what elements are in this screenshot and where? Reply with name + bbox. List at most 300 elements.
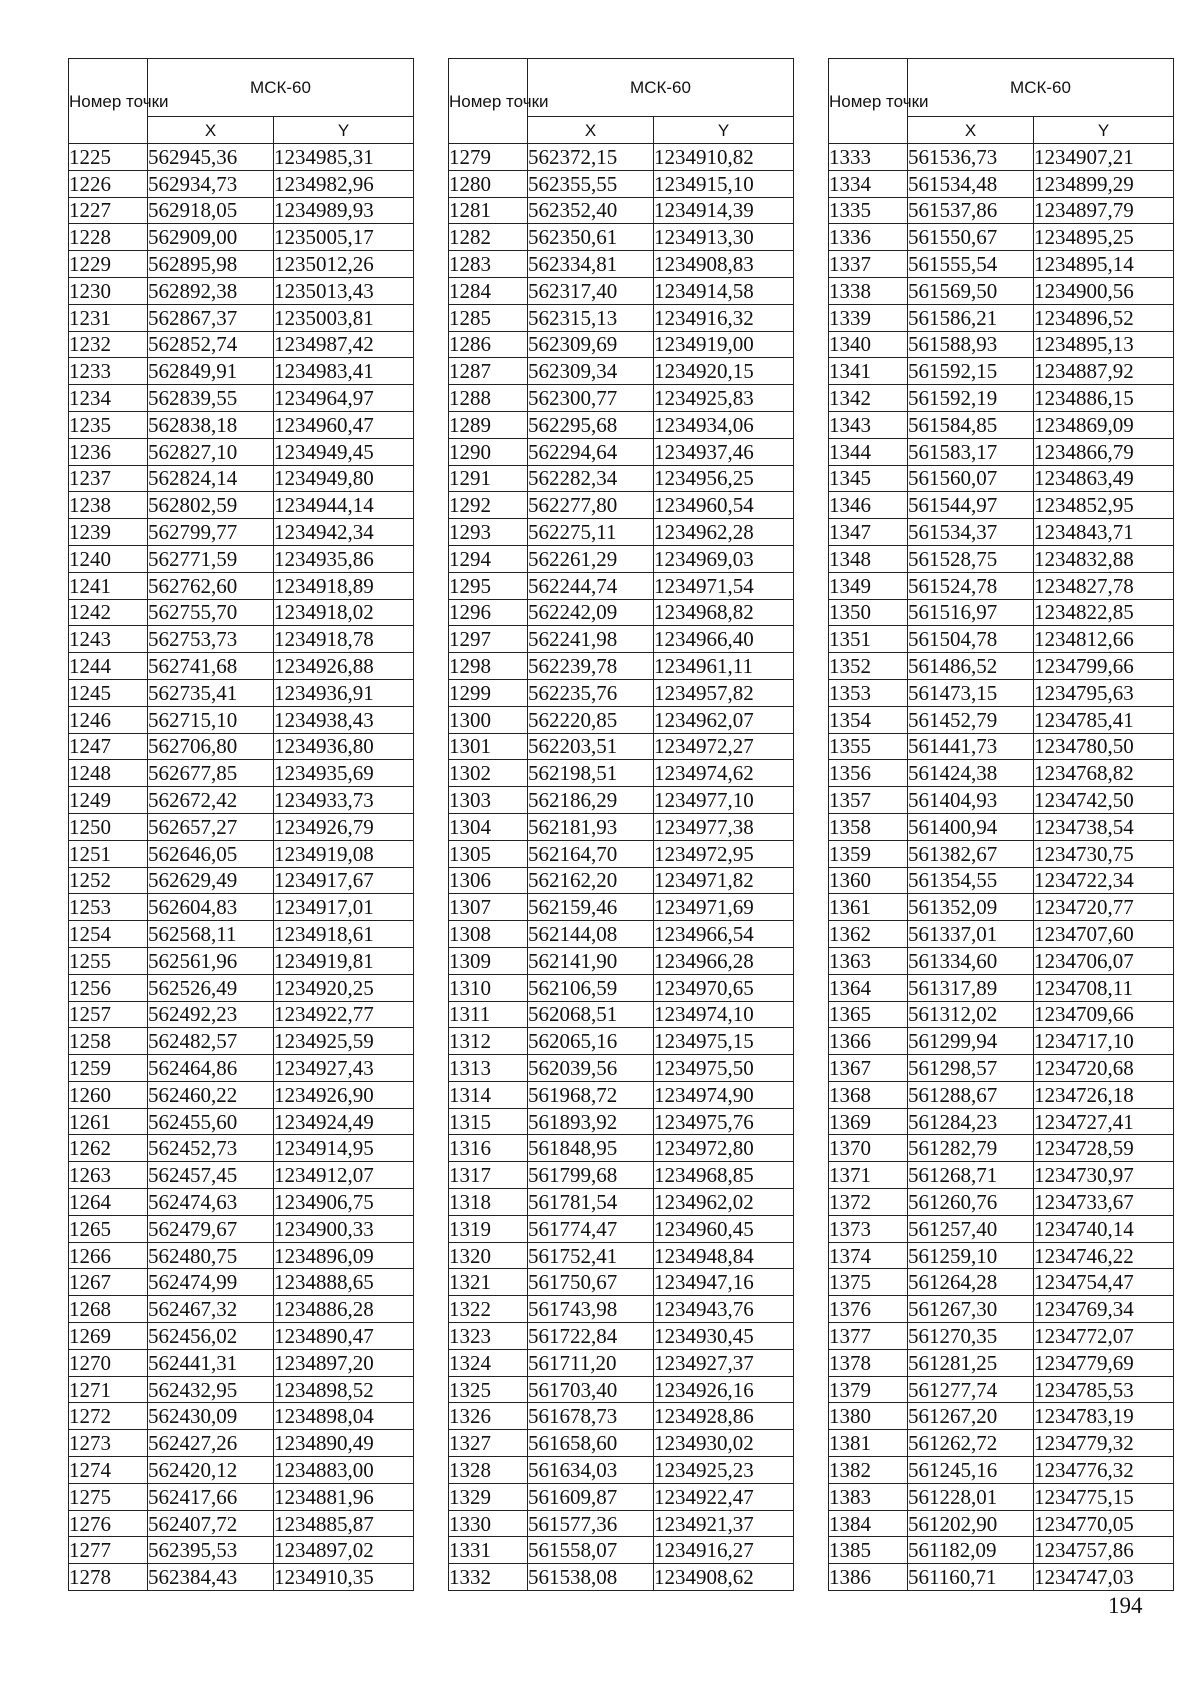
- point-number-cell: 1351: [829, 626, 908, 653]
- x-coordinate-cell: 562482,57: [148, 1028, 274, 1055]
- y-column-header: Y: [274, 117, 414, 144]
- point-number-cell: 1254: [69, 921, 148, 948]
- x-coordinate-cell: 562372,15: [528, 144, 654, 171]
- x-coordinate-cell: 561267,30: [908, 1296, 1034, 1323]
- y-coordinate-cell: 1234917,67: [274, 867, 414, 894]
- y-coordinate-cell: 1234975,15: [654, 1028, 794, 1055]
- point-number-cell: 1304: [449, 813, 528, 840]
- x-coordinate-cell: 561550,67: [908, 224, 1034, 251]
- x-coordinate-cell: 561182,09: [908, 1537, 1034, 1564]
- table-row: [829, 1108, 1174, 1135]
- x-coordinate-cell: 561703,40: [528, 1376, 654, 1403]
- y-column-header: Y: [1034, 117, 1174, 144]
- table-row: [829, 438, 1174, 465]
- x-coordinate-cell: 562317,40: [528, 277, 654, 304]
- table-row: [829, 144, 1174, 171]
- x-coordinate-cell: 562420,12: [148, 1457, 274, 1484]
- x-column-header: X: [528, 117, 654, 144]
- table-row: [829, 1537, 1174, 1564]
- x-coordinate-cell: 562198,51: [528, 760, 654, 787]
- table-row: [69, 197, 414, 224]
- table-row: [449, 813, 794, 840]
- table-row: [829, 304, 1174, 331]
- table-row: [449, 144, 794, 171]
- point-number-cell: 1320: [449, 1242, 528, 1269]
- point-number-cell: 1305: [449, 840, 528, 867]
- x-coordinate-cell: 561516,97: [908, 599, 1034, 626]
- point-number-cell: 1384: [829, 1510, 908, 1537]
- table-row: [829, 1349, 1174, 1376]
- y-coordinate-cell: 1234890,47: [274, 1323, 414, 1350]
- x-coordinate-cell: 562849,91: [148, 358, 274, 385]
- y-coordinate-cell: 1234883,00: [274, 1457, 414, 1484]
- y-coordinate-cell: 1234907,21: [1034, 144, 1174, 171]
- point-number-cell: 1268: [69, 1296, 148, 1323]
- table-row: [449, 224, 794, 251]
- y-coordinate-cell: 1234768,82: [1034, 760, 1174, 787]
- y-coordinate-cell: 1234919,08: [274, 840, 414, 867]
- y-coordinate-cell: 1234914,95: [274, 1135, 414, 1162]
- x-coordinate-cell: 561245,16: [908, 1457, 1034, 1484]
- point-number-cell: 1228: [69, 224, 148, 251]
- y-coordinate-cell: 1234709,66: [1034, 1001, 1174, 1028]
- y-coordinate-cell: 1234738,54: [1034, 813, 1174, 840]
- table-row: [829, 947, 1174, 974]
- point-number-cell: 1361: [829, 894, 908, 921]
- y-coordinate-cell: 1234937,46: [654, 438, 794, 465]
- table-row: [449, 1457, 794, 1484]
- y-coordinate-cell: 1234968,85: [654, 1162, 794, 1189]
- y-coordinate-cell: 1234962,02: [654, 1189, 794, 1216]
- table-row: [829, 1242, 1174, 1269]
- x-coordinate-cell: 562753,73: [148, 626, 274, 653]
- x-coordinate-cell: 561577,36: [528, 1510, 654, 1537]
- point-number-cell: 1370: [829, 1135, 908, 1162]
- point-number-cell: 1246: [69, 706, 148, 733]
- table-row: [449, 251, 794, 278]
- point-number-cell: 1260: [69, 1081, 148, 1108]
- x-coordinate-cell: 561277,74: [908, 1376, 1034, 1403]
- point-number-cell: 1354: [829, 706, 908, 733]
- point-number-cell: 1373: [829, 1215, 908, 1242]
- point-number-header: Номер точки: [829, 59, 908, 144]
- x-coordinate-cell: 562838,18: [148, 411, 274, 438]
- y-coordinate-cell: 1234943,76: [654, 1296, 794, 1323]
- x-coordinate-cell: 561352,09: [908, 894, 1034, 921]
- x-coordinate-cell: 561711,20: [528, 1349, 654, 1376]
- table-row: [829, 840, 1174, 867]
- y-coordinate-cell: 1234785,53: [1034, 1376, 1174, 1403]
- x-coordinate-cell: 562235,76: [528, 679, 654, 706]
- table-row: [69, 1055, 414, 1082]
- y-coordinate-cell: 1234935,69: [274, 760, 414, 787]
- x-coordinate-cell: 561473,15: [908, 679, 1034, 706]
- point-number-cell: 1357: [829, 787, 908, 814]
- point-number-cell: 1363: [829, 947, 908, 974]
- y-coordinate-cell: 1234974,62: [654, 760, 794, 787]
- table-row: [449, 277, 794, 304]
- point-number-cell: 1314: [449, 1081, 528, 1108]
- point-number-cell: 1383: [829, 1483, 908, 1510]
- coordinates-table-1: [68, 58, 414, 1591]
- y-coordinate-cell: 1234899,29: [1034, 170, 1174, 197]
- y-coordinate-cell: 1234897,79: [1034, 197, 1174, 224]
- table-row: [449, 1215, 794, 1242]
- point-number-cell: 1359: [829, 840, 908, 867]
- point-number-cell: 1341: [829, 358, 908, 385]
- table-row: [69, 1135, 414, 1162]
- point-number-cell: 1322: [449, 1296, 528, 1323]
- y-coordinate-cell: 1234757,86: [1034, 1537, 1174, 1564]
- table-row: [449, 921, 794, 948]
- y-coordinate-cell: 1234948,84: [654, 1242, 794, 1269]
- table-row: [449, 572, 794, 599]
- point-number-cell: 1273: [69, 1430, 148, 1457]
- table-row: [829, 1135, 1174, 1162]
- x-coordinate-cell: 562309,34: [528, 358, 654, 385]
- y-coordinate-cell: 1234916,27: [654, 1537, 794, 1564]
- y-coordinate-cell: 1234707,60: [1034, 921, 1174, 948]
- y-coordinate-cell: 1234985,31: [274, 144, 414, 171]
- point-number-cell: 1226: [69, 170, 148, 197]
- x-coordinate-cell: 562526,49: [148, 974, 274, 1001]
- x-coordinate-cell: 561270,35: [908, 1323, 1034, 1350]
- point-number-cell: 1358: [829, 813, 908, 840]
- x-coordinate-cell: 562430,09: [148, 1403, 274, 1430]
- x-coordinate-cell: 562561,96: [148, 947, 274, 974]
- y-coordinate-cell: 1234927,37: [654, 1349, 794, 1376]
- table-row: [69, 599, 414, 626]
- y-coordinate-cell: 1234881,96: [274, 1483, 414, 1510]
- table-row: [829, 251, 1174, 278]
- point-number-cell: 1369: [829, 1108, 908, 1135]
- point-number-cell: 1251: [69, 840, 148, 867]
- y-coordinate-cell: 1234785,41: [1034, 706, 1174, 733]
- x-coordinate-cell: 562294,64: [528, 438, 654, 465]
- point-number-cell: 1344: [829, 438, 908, 465]
- point-number-cell: 1328: [449, 1457, 528, 1484]
- table-row: [69, 277, 414, 304]
- point-number-cell: 1267: [69, 1269, 148, 1296]
- x-coordinate-cell: 562068,51: [528, 1001, 654, 1028]
- x-coordinate-cell: 561268,71: [908, 1162, 1034, 1189]
- table-row: [449, 492, 794, 519]
- table-row: [449, 465, 794, 492]
- y-coordinate-cell: 1234915,10: [654, 170, 794, 197]
- point-number-cell: 1225: [69, 144, 148, 171]
- point-number-cell: 1306: [449, 867, 528, 894]
- x-coordinate-cell: 562741,68: [148, 653, 274, 680]
- y-coordinate-cell: 1234933,73: [274, 787, 414, 814]
- x-coordinate-cell: 561722,84: [528, 1323, 654, 1350]
- table-row: [449, 1055, 794, 1082]
- y-coordinate-cell: 1234906,75: [274, 1189, 414, 1216]
- point-number-cell: 1339: [829, 304, 908, 331]
- point-number-cell: 1380: [829, 1403, 908, 1430]
- point-number-cell: 1252: [69, 867, 148, 894]
- point-number-cell: 1356: [829, 760, 908, 787]
- coordinate-system-header: МСК-60: [908, 59, 1174, 117]
- y-coordinate-cell: 1234863,49: [1034, 465, 1174, 492]
- y-coordinate-cell: 1234925,23: [654, 1457, 794, 1484]
- x-coordinate-cell: 562934,73: [148, 170, 274, 197]
- table-row: [829, 170, 1174, 197]
- point-number-cell: 1257: [69, 1001, 148, 1028]
- x-coordinate-cell: 561299,94: [908, 1028, 1034, 1055]
- y-coordinate-cell: 1234918,78: [274, 626, 414, 653]
- y-coordinate-cell: 1234717,10: [1034, 1028, 1174, 1055]
- table-row: [829, 1323, 1174, 1350]
- x-coordinate-cell: 561534,48: [908, 170, 1034, 197]
- point-number-cell: 1315: [449, 1108, 528, 1135]
- point-number-cell: 1291: [449, 465, 528, 492]
- coordinate-system-header: МСК-60: [148, 59, 414, 117]
- y-coordinate-cell: 1234769,34: [1034, 1296, 1174, 1323]
- point-number-cell: 1264: [69, 1189, 148, 1216]
- table-row: [829, 1269, 1174, 1296]
- y-coordinate-cell: 1234908,62: [654, 1564, 794, 1591]
- y-coordinate-cell: 1234972,95: [654, 840, 794, 867]
- y-coordinate-cell: 1234964,97: [274, 385, 414, 412]
- y-coordinate-cell: 1234949,45: [274, 438, 414, 465]
- point-number-cell: 1286: [449, 331, 528, 358]
- x-coordinate-cell: 561486,52: [908, 653, 1034, 680]
- table-row: [829, 545, 1174, 572]
- table-row: [449, 385, 794, 412]
- x-coordinate-cell: 561267,20: [908, 1403, 1034, 1430]
- point-number-cell: 1232: [69, 331, 148, 358]
- table-row: [69, 921, 414, 948]
- point-number-cell: 1343: [829, 411, 908, 438]
- x-coordinate-cell: 562799,77: [148, 519, 274, 546]
- table-row: [449, 1296, 794, 1323]
- x-coordinate-cell: 562065,16: [528, 1028, 654, 1055]
- x-coordinate-cell: 562474,99: [148, 1269, 274, 1296]
- x-coordinate-cell: 562480,75: [148, 1242, 274, 1269]
- x-coordinate-cell: 561534,37: [908, 519, 1034, 546]
- y-coordinate-cell: 1234925,83: [654, 385, 794, 412]
- y-coordinate-cell: 1234934,06: [654, 411, 794, 438]
- table-row: [829, 465, 1174, 492]
- table-row: [69, 411, 414, 438]
- y-coordinate-cell: 1234930,45: [654, 1323, 794, 1350]
- point-number-cell: 1340: [829, 331, 908, 358]
- table-row: [449, 706, 794, 733]
- table-row: [449, 626, 794, 653]
- x-coordinate-cell: 562460,22: [148, 1081, 274, 1108]
- y-coordinate-cell: 1234970,65: [654, 974, 794, 1001]
- table-row: [449, 358, 794, 385]
- x-coordinate-cell: 561569,50: [908, 277, 1034, 304]
- point-number-cell: 1371: [829, 1162, 908, 1189]
- y-coordinate-cell: 1234972,80: [654, 1135, 794, 1162]
- y-coordinate-cell: 1234956,25: [654, 465, 794, 492]
- x-coordinate-cell: 562181,93: [528, 813, 654, 840]
- point-number-cell: 1249: [69, 787, 148, 814]
- x-coordinate-cell: 561752,41: [528, 1242, 654, 1269]
- point-number-cell: 1346: [829, 492, 908, 519]
- y-coordinate-cell: 1234890,49: [274, 1430, 414, 1457]
- point-number-cell: 1312: [449, 1028, 528, 1055]
- point-number-cell: 1302: [449, 760, 528, 787]
- x-coordinate-cell: 561774,47: [528, 1215, 654, 1242]
- table-row: [69, 1403, 414, 1430]
- table-row: [829, 679, 1174, 706]
- x-coordinate-cell: 562282,34: [528, 465, 654, 492]
- table-row: [829, 867, 1174, 894]
- table-row: [829, 385, 1174, 412]
- x-coordinate-cell: 561560,07: [908, 465, 1034, 492]
- table-row: [69, 224, 414, 251]
- y-coordinate-cell: 1234897,02: [274, 1537, 414, 1564]
- x-coordinate-cell: 562395,53: [148, 1537, 274, 1564]
- x-coordinate-cell: 562457,45: [148, 1162, 274, 1189]
- point-number-cell: 1329: [449, 1483, 528, 1510]
- x-coordinate-cell: 561354,55: [908, 867, 1034, 894]
- table-row: [69, 653, 414, 680]
- point-number-cell: 1238: [69, 492, 148, 519]
- x-coordinate-cell: 561202,90: [908, 1510, 1034, 1537]
- table-row: [69, 1028, 414, 1055]
- x-coordinate-cell: 561528,75: [908, 545, 1034, 572]
- point-number-cell: 1266: [69, 1242, 148, 1269]
- point-number-cell: 1368: [829, 1081, 908, 1108]
- table-row: [69, 144, 414, 171]
- table-row: [69, 1483, 414, 1510]
- x-coordinate-cell: 562629,49: [148, 867, 274, 894]
- point-number-cell: 1279: [449, 144, 528, 171]
- point-number-cell: 1294: [449, 545, 528, 572]
- coordinate-system-header: МСК-60: [528, 59, 794, 117]
- x-coordinate-cell: 562802,59: [148, 492, 274, 519]
- y-coordinate-cell: 1234966,40: [654, 626, 794, 653]
- y-coordinate-cell: 1234866,79: [1034, 438, 1174, 465]
- y-coordinate-cell: 1234922,77: [274, 1001, 414, 1028]
- point-number-cell: 1309: [449, 947, 528, 974]
- point-number-cell: 1293: [449, 519, 528, 546]
- y-coordinate-cell: 1234730,75: [1034, 840, 1174, 867]
- x-coordinate-cell: 561298,57: [908, 1055, 1034, 1082]
- point-number-cell: 1323: [449, 1323, 528, 1350]
- y-coordinate-cell: 1234779,32: [1034, 1430, 1174, 1457]
- point-number-cell: 1278: [69, 1564, 148, 1591]
- x-coordinate-cell: 562295,68: [528, 411, 654, 438]
- table-row: [829, 894, 1174, 921]
- y-coordinate-cell: 1234968,82: [654, 599, 794, 626]
- x-coordinate-cell: 562441,31: [148, 1349, 274, 1376]
- x-coordinate-cell: 561337,01: [908, 921, 1034, 948]
- table-row: [829, 813, 1174, 840]
- x-coordinate-cell: 561538,08: [528, 1564, 654, 1591]
- x-coordinate-cell: 562909,00: [148, 224, 274, 251]
- y-coordinate-cell: 1234971,82: [654, 867, 794, 894]
- y-coordinate-cell: 1234989,93: [274, 197, 414, 224]
- y-coordinate-cell: 1234780,50: [1034, 733, 1174, 760]
- table-row: [69, 974, 414, 1001]
- y-coordinate-cell: 1235003,81: [274, 304, 414, 331]
- y-coordinate-cell: 1234944,14: [274, 492, 414, 519]
- point-number-cell: 1241: [69, 572, 148, 599]
- table-row: [829, 599, 1174, 626]
- x-coordinate-cell: 561634,03: [528, 1457, 654, 1484]
- point-number-cell: 1374: [829, 1242, 908, 1269]
- table-row: [449, 1081, 794, 1108]
- y-coordinate-cell: 1234975,50: [654, 1055, 794, 1082]
- point-number-cell: 1334: [829, 170, 908, 197]
- table-row: [829, 1296, 1174, 1323]
- x-coordinate-cell: 561282,79: [908, 1135, 1034, 1162]
- y-coordinate-cell: 1234960,54: [654, 492, 794, 519]
- table-row: [449, 599, 794, 626]
- x-coordinate-cell: 561382,67: [908, 840, 1034, 867]
- point-number-cell: 1313: [449, 1055, 528, 1082]
- point-number-cell: 1325: [449, 1376, 528, 1403]
- x-coordinate-cell: 561424,38: [908, 760, 1034, 787]
- point-number-cell: 1333: [829, 144, 908, 171]
- table-row: [69, 519, 414, 546]
- x-coordinate-cell: 561281,25: [908, 1349, 1034, 1376]
- point-number-cell: 1276: [69, 1510, 148, 1537]
- x-coordinate-cell: 562407,72: [148, 1510, 274, 1537]
- page-number: 194: [1108, 1593, 1143, 1618]
- y-coordinate-cell: 1234895,14: [1034, 251, 1174, 278]
- point-number-cell: 1360: [829, 867, 908, 894]
- table-row: [69, 1376, 414, 1403]
- table-row: [69, 545, 414, 572]
- point-number-cell: 1248: [69, 760, 148, 787]
- x-coordinate-cell: 562492,23: [148, 1001, 274, 1028]
- y-coordinate-cell: 1234886,15: [1034, 385, 1174, 412]
- x-coordinate-cell: 561264,28: [908, 1269, 1034, 1296]
- point-number-cell: 1378: [829, 1349, 908, 1376]
- x-coordinate-cell: 562646,05: [148, 840, 274, 867]
- table-row: [69, 492, 414, 519]
- table-row: [69, 251, 414, 278]
- y-coordinate-cell: 1234728,59: [1034, 1135, 1174, 1162]
- point-number-cell: 1244: [69, 653, 148, 680]
- point-number-cell: 1367: [829, 1055, 908, 1082]
- point-number-cell: 1338: [829, 277, 908, 304]
- y-coordinate-cell: 1234770,05: [1034, 1510, 1174, 1537]
- x-coordinate-cell: 561781,54: [528, 1189, 654, 1216]
- table-row: [69, 304, 414, 331]
- table-row: [69, 787, 414, 814]
- y-coordinate-cell: 1234926,16: [654, 1376, 794, 1403]
- point-number-cell: 1301: [449, 733, 528, 760]
- point-number-cell: 1382: [829, 1457, 908, 1484]
- table-row: [449, 411, 794, 438]
- x-coordinate-cell: 561848,95: [528, 1135, 654, 1162]
- x-coordinate-cell: 562144,08: [528, 921, 654, 948]
- y-coordinate-cell: 1234895,13: [1034, 331, 1174, 358]
- point-number-cell: 1231: [69, 304, 148, 331]
- table-row: [69, 331, 414, 358]
- x-coordinate-cell: 562452,73: [148, 1135, 274, 1162]
- table-row: [69, 1457, 414, 1484]
- table-row: [69, 1001, 414, 1028]
- x-coordinate-cell: 562479,67: [148, 1215, 274, 1242]
- table-row: [69, 813, 414, 840]
- point-number-cell: 1295: [449, 572, 528, 599]
- y-coordinate-cell: 1234962,07: [654, 706, 794, 733]
- y-coordinate-cell: 1234886,28: [274, 1296, 414, 1323]
- y-coordinate-cell: 1234730,97: [1034, 1162, 1174, 1189]
- x-coordinate-cell: 562384,43: [148, 1564, 274, 1591]
- y-coordinate-cell: 1234924,49: [274, 1108, 414, 1135]
- table-row: [449, 867, 794, 894]
- x-coordinate-cell: 562355,55: [528, 170, 654, 197]
- y-coordinate-cell: 1234961,11: [654, 653, 794, 680]
